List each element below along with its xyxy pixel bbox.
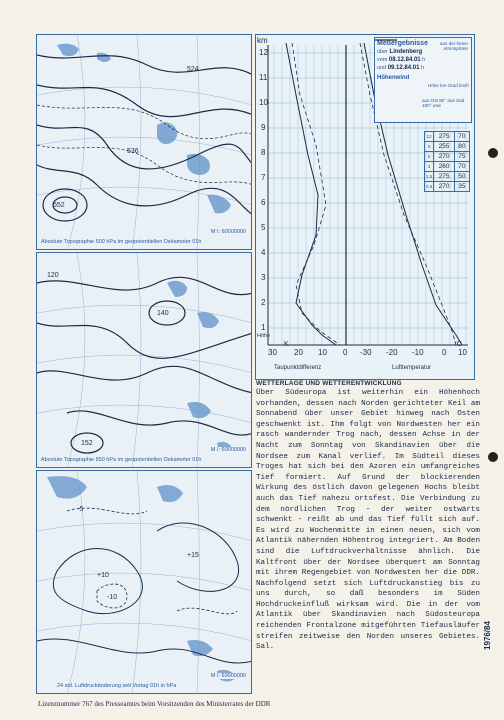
svg-text:-5: -5 bbox=[77, 506, 84, 513]
dewpoint-tick: 0 bbox=[343, 348, 348, 357]
wind-level: 1.5 bbox=[425, 172, 434, 182]
svg-text:+10: +10 bbox=[97, 572, 109, 579]
svg-text:+15: +15 bbox=[187, 552, 199, 559]
license-footer: Lizenznummer 767 des Presseamtes beim Vorsitzenden des Ministerrates der DDR bbox=[38, 700, 271, 708]
temp-tick: 10 bbox=[458, 348, 467, 357]
solid-line-icon bbox=[375, 38, 397, 42]
table-row bbox=[425, 132, 470, 142]
map-pressure-change bbox=[36, 470, 252, 694]
wind-speed: 50 bbox=[454, 172, 469, 182]
svg-text:140: 140 bbox=[157, 310, 169, 317]
weather-maps bbox=[36, 34, 252, 694]
wind-degree: 275 bbox=[434, 172, 455, 182]
height-tick: 11 bbox=[259, 73, 268, 82]
wind-level: 5 bbox=[425, 152, 434, 162]
height-tick: 3 bbox=[261, 273, 266, 282]
svg-text:152: 152 bbox=[81, 440, 93, 447]
map-caption: Absolute Topographie 850 hPa im geopotentiellen Dekameter 01h bbox=[41, 457, 202, 463]
run2-suffix: h bbox=[420, 65, 425, 71]
temp-axis-label: Lufttemperatur bbox=[392, 365, 432, 371]
map-850hpa bbox=[36, 252, 252, 468]
report-title: WETTERLAGE UND WETTERENTWICKLUNG bbox=[256, 380, 402, 387]
wind-speed: 70 bbox=[454, 162, 469, 172]
height-tick: 2 bbox=[261, 298, 266, 307]
temp-tick: -20 bbox=[386, 348, 398, 357]
run1-suffix: h bbox=[422, 57, 426, 63]
wind-level: 9 bbox=[425, 142, 434, 152]
dewpoint-tick: 10 bbox=[318, 348, 327, 357]
punch-hole-bottom bbox=[488, 452, 498, 462]
map-scale: M I: 60000000 bbox=[210, 673, 246, 679]
map-caption: 24 std. Luftdruckänderung seit Vortag 01h in hPa bbox=[57, 683, 177, 689]
wind-degree: 255 bbox=[434, 142, 455, 152]
height-tick: 12 bbox=[259, 48, 268, 57]
dewpoint-tick: 30 bbox=[268, 348, 277, 357]
legend-run-1 bbox=[377, 57, 469, 63]
weather-report bbox=[256, 380, 480, 653]
height-tick: 5 bbox=[261, 223, 266, 232]
wind-note: aus Ost 90° aus Süd 180° usw bbox=[422, 98, 465, 109]
station-prefix: über bbox=[377, 49, 389, 55]
wind-speed: 70 bbox=[454, 132, 469, 142]
issue-number: 1976/84 bbox=[483, 621, 492, 650]
dewpoint-axis-label: Taupunktdifferenz bbox=[274, 365, 322, 371]
height-tick: 8 bbox=[261, 148, 266, 157]
height-tick: 6 bbox=[261, 198, 266, 207]
sounding-diagram bbox=[255, 34, 475, 380]
kelvin-unit: K bbox=[284, 341, 289, 348]
table-row bbox=[425, 142, 470, 152]
wind-degree: 270 bbox=[434, 182, 455, 192]
map-scale: M I: 60000000 bbox=[210, 447, 246, 453]
svg-text:-10: -10 bbox=[107, 594, 118, 601]
wind-degree: 270 bbox=[434, 152, 455, 162]
legend-title: Meßergebnisse bbox=[377, 40, 428, 47]
wind-columns: Höhe km Grad km/h bbox=[427, 83, 469, 88]
map-caption: Absolute Topographie 500 hPa im geopotentiellen Dekameter 01h bbox=[41, 239, 202, 245]
temp-tick: 0 bbox=[442, 348, 447, 357]
run1-date: 08.12.84.01 bbox=[388, 57, 421, 63]
svg-text:524: 524 bbox=[187, 66, 199, 73]
run2-date: 09.12.84.01 bbox=[387, 65, 420, 71]
map-500hpa bbox=[36, 34, 252, 250]
wind-level: 12 bbox=[425, 132, 434, 142]
map-scale: M I: 60000000 bbox=[210, 229, 246, 235]
svg-text:552: 552 bbox=[53, 202, 65, 209]
wind-speed: 35 bbox=[454, 182, 469, 192]
punch-hole-top bbox=[488, 148, 498, 158]
legend-run-2 bbox=[377, 65, 469, 71]
table-row bbox=[425, 172, 470, 182]
temp-tick: -30 bbox=[360, 348, 372, 357]
height-unit: km bbox=[257, 36, 268, 45]
station-name: Lindenberg bbox=[389, 49, 423, 55]
height-axis-label: Höhe bbox=[257, 333, 271, 339]
height-tick: 4 bbox=[261, 248, 266, 257]
wind-level: 3 bbox=[425, 162, 434, 172]
temp-tick: -10 bbox=[412, 348, 424, 357]
dewpoint-tick: 20 bbox=[294, 348, 303, 357]
svg-text:536: 536 bbox=[127, 148, 139, 155]
sounding-legend bbox=[374, 37, 472, 123]
svg-text:120: 120 bbox=[47, 272, 59, 279]
table-row bbox=[425, 152, 470, 162]
wind-table bbox=[424, 131, 470, 192]
table-row bbox=[425, 182, 470, 192]
report-body: Über Südeuropa ist weiterhin ein Höhenhoch vorhanden, dessen nach Norden gerichteter Keil am Sonnabend über unser Gebiet hinweg nach Osten geschwenkt ist. Ihm folgt von Nordwesten her ein rasch wandernder Trog nach, dessen Achse in der Nacht zum Sonntag von Skandinavien über die Nordsee zum Kanal verlief. Im Südteil dieses Troges hat sich bei den Azoren ein umfangreiches Tief formiert. Auf Grund der blockierenden Wirkung des östlich davon gelegenen Hochs bleibt auch das Tief nahezu ortsfest. Die Verbindung zu dem nördlichen Trog - der weiter ostwärts schwenkt - reißt ab und das Tief füllt sich auf. Es wird zu Wochenmitte in einen neuen, sich vom Atlantik nähernden Höhentrog integriert. Am Boden sind die Luftdruckverhältnisse ähnlich. Die Kaltfront über der Nordsee überquert am Sonntag mit ihrem Regengebiet von Nordwesten her die DDR. Nachfolgend setzt sich Luftdruckanstieg bis zu uns durch, so daß besonders im Süden Hochdruckeinfluß wirksam wird. Die in der vom Atlantik über Skandinavien nach Südosteuropa reichenden Frontalzone mitgeführten Tiefausläufer streifen zeitweise den Norden unseres Gebietes. Sal. bbox=[256, 389, 480, 652]
height-tick: 9 bbox=[261, 123, 266, 132]
height-tick: 10 bbox=[259, 98, 268, 107]
height-tick: 7 bbox=[261, 173, 266, 182]
run2-prefix: und bbox=[377, 65, 387, 71]
wind-degree: 275 bbox=[434, 132, 455, 142]
wind-title: Höhenwind bbox=[377, 75, 410, 81]
height-tick: 1 bbox=[261, 323, 266, 332]
table-row bbox=[425, 162, 470, 172]
temp-unit: °C bbox=[454, 341, 462, 348]
run1-prefix: vom bbox=[377, 57, 388, 63]
legend-subtitle: aus der freien Atmosphäre bbox=[439, 41, 468, 52]
wind-speed: 75 bbox=[454, 152, 469, 162]
wind-degree: 260 bbox=[434, 162, 455, 172]
wind-level: 0.5 bbox=[425, 182, 434, 192]
wind-speed: 80 bbox=[454, 142, 469, 152]
